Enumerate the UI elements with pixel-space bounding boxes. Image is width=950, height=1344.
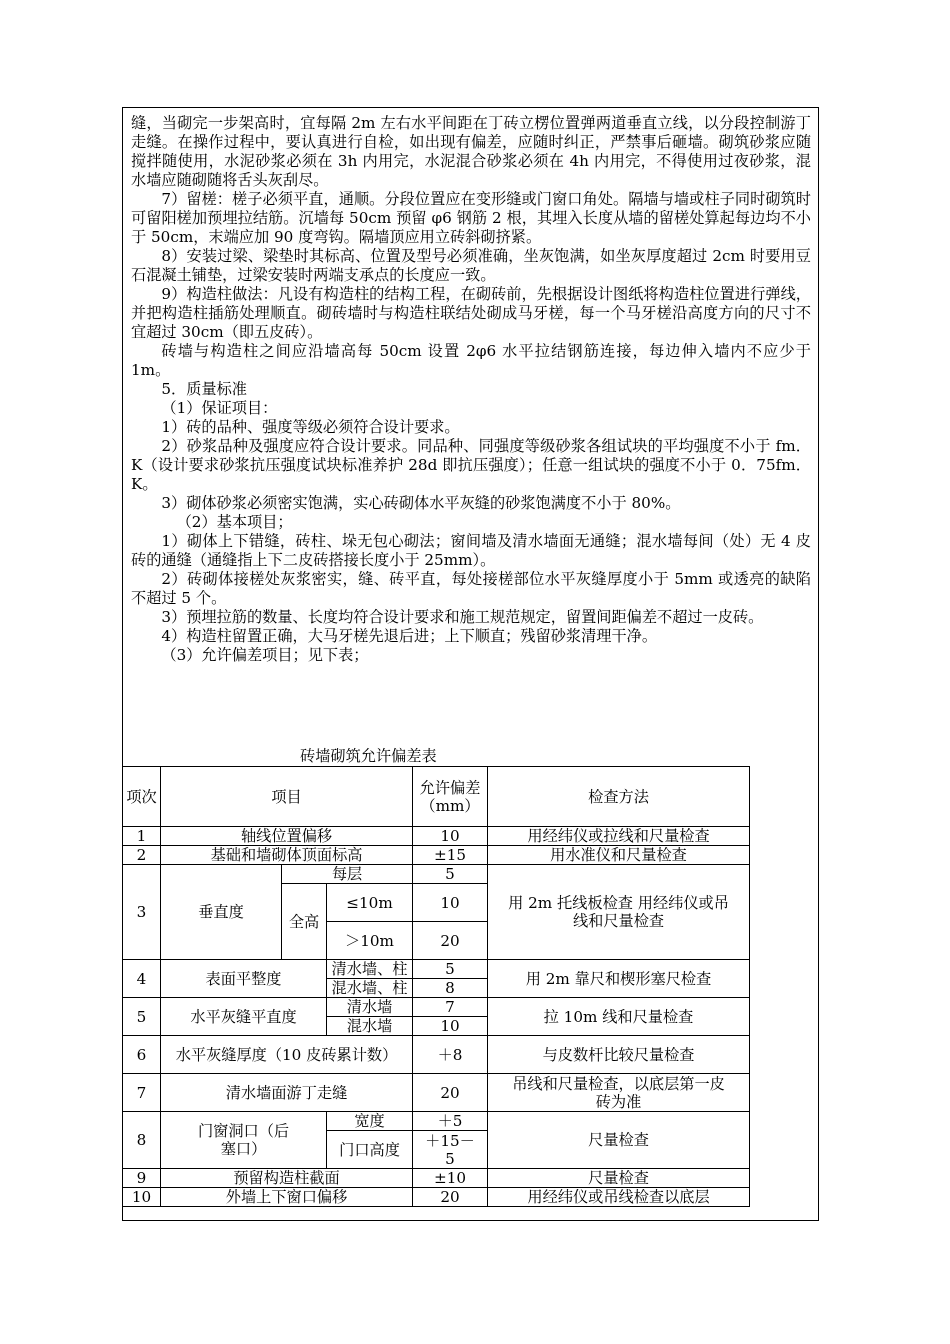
cell-allow: 7 — [413, 998, 488, 1017]
table-row — [123, 1112, 750, 1131]
cell-no: 4 — [123, 960, 161, 998]
cell-no: 10 — [123, 1188, 161, 1207]
cell-method: 用经纬仪或拉线和尺量检查 — [488, 827, 750, 846]
cell-allow: 20 — [413, 922, 488, 960]
subsection-heading: （2）基本项目； — [176, 513, 293, 531]
paragraph: 2）砖砌体接槎处灰浆密实，缝、砖平直，每处接槎部位水平灰缝厚度小于 5mm 或透亮的缺陷不超过 5 个。 — [131, 570, 811, 607]
cell-allow: 10 — [413, 884, 488, 922]
cell-item: 轴线位置偏移 — [161, 827, 413, 846]
paragraph: （3）允许偏差项目；见下表； — [161, 646, 369, 664]
cell-no: 7 — [123, 1074, 161, 1112]
cell-subitem: 宽度 — [327, 1112, 413, 1131]
header-no: 项次 — [123, 767, 161, 827]
cell-method: 用 2m 托线板检查 用经纬仪或吊线和尺量检查 — [488, 865, 750, 960]
table-row — [123, 960, 750, 979]
cell-allow: 10 — [413, 827, 488, 846]
cell-method: 用水准仪和尺量检查 — [488, 846, 750, 865]
table-caption: 砖墙砌筑允许偏差表 — [300, 747, 437, 765]
paragraph: 3）砌体砂浆必须密实饱满，实心砖砌体水平灰缝的砂浆饱满度不小于 80%。 — [161, 494, 681, 512]
cell-subitem: 全高 — [282, 884, 327, 960]
cell-allow: 20 — [413, 1188, 488, 1207]
cell-subitem: 混水墙 — [327, 1017, 413, 1036]
body-text — [131, 114, 811, 665]
cell-no: 5 — [123, 998, 161, 1036]
table-row — [123, 1188, 750, 1207]
paragraph: 7）留槎：槎子必须平直，通顺。分段位置应在变形缝或门窗口角处。隔墙与墙或柱子同时砌筑时可留阳槎加预埋拉结筋。沉墙每 50cm 预留 φ6 钢筋 2 根，其埋入长度从墙的留槎处算起每边均不小于 50cm，末端应加 90 度弯钩。隔墙顶应用立砖斜砌挤紧。 — [131, 190, 811, 246]
cell-item: 预留构造柱截面 — [161, 1169, 413, 1188]
paragraph: 2）砂浆品种及强度应符合设计要求。同品种、同强度等级砂浆各组试块的平均强度不小于 fm．K（设计要求砂浆抗压强度试块标准养护 28d 即抗压强度）；任意一组试块的强度不小于 0．75fm．K。 — [131, 437, 811, 493]
cell-no: 9 — [123, 1169, 161, 1188]
table-row — [123, 846, 750, 865]
paragraph: 9）构造柱做法：凡设有构造柱的结构工程，在砌砖前，先根据设计图纸将构造柱位置进行弹线，并把构造柱插筋处理顺直。砌砖墙时与构造柱联结处砌成马牙槎，每一个马牙槎沿高度方向的尺寸不宜超过 30cm（即五皮砖）。 — [131, 285, 811, 341]
cell-no: 6 — [123, 1036, 161, 1074]
cell-item: 基础和墙砌体顶面标高 — [161, 846, 413, 865]
cell-allow: ±10 — [413, 1169, 488, 1188]
deviation-table — [122, 766, 750, 1207]
cell-item: 水平灰缝厚度（10 皮砖累计数） — [161, 1036, 413, 1074]
table-row — [123, 1036, 750, 1074]
cell-method: 用 2m 靠尺和楔形塞尺检查 — [488, 960, 750, 998]
cell-no: 3 — [123, 865, 161, 960]
cell-subitem: 每层 — [282, 865, 413, 884]
paragraph: 砖墙与构造柱之间应沿墙高每 50cm 设置 2φ6 水平拉结钢筋连接，每边伸入墙内不应少于 1m。 — [131, 342, 811, 379]
cell-no: 1 — [123, 827, 161, 846]
paragraph: 8）安装过梁、梁垫时其标高、位置及型号必须准确，坐灰饱满，如坐灰厚度超过 2cm 时要用豆石混凝土铺垫，过梁安装时两端支承点的长度应一致。 — [131, 247, 811, 284]
cell-method: 吊线和尺量检查，以底层第一皮砖为准 — [488, 1074, 750, 1112]
cell-item: 门窗洞口（后塞口） — [161, 1112, 327, 1169]
cell-method: 拉 10m 线和尺量检查 — [488, 998, 750, 1036]
cell-item: 表面平整度 — [161, 960, 327, 998]
cell-allow: ＋15－5 — [413, 1131, 488, 1169]
cell-no: 2 — [123, 846, 161, 865]
cell-subitem: ＞10m — [327, 922, 413, 960]
section-heading: 5．质量标准 — [161, 380, 247, 398]
table-row — [123, 1074, 750, 1112]
paragraph: 缝，当砌完一步架高时，宜每隔 2m 左右水平间距在丁砖立楞位置弹两道垂直立线，以分段控制游丁走缝。在操作过程中，要认真进行自检，如出现有偏差，应随时纠正，严禁事后砸墙。砌筑砂浆应随搅拌随使用，水泥砂浆必须在 3h 内用完，水泥混合砂浆必须在 4h 内用完，不得使用过夜砂浆，混水墙应随砌随将舌头灰刮尽。 — [131, 114, 811, 189]
cell-subitem: ≤10m — [327, 884, 413, 922]
table-header-row — [123, 767, 750, 827]
cell-subitem: 清水墙、柱 — [327, 960, 413, 979]
cell-method: 尺量检查 — [488, 1169, 750, 1188]
cell-allow: 20 — [413, 1074, 488, 1112]
cell-method: 尺量检查 — [488, 1112, 750, 1169]
cell-item: 外墙上下窗口偏移 — [161, 1188, 413, 1207]
cell-allow: 10 — [413, 1017, 488, 1036]
cell-method: 用经纬仪或吊线检查以底层 — [488, 1188, 750, 1207]
header-item: 项目 — [161, 767, 413, 827]
paragraph: 4）构造柱留置正确，大马牙槎先退后进；上下顺直；残留砂浆清理干净。 — [161, 627, 658, 645]
cell-subitem: 混水墙、柱 — [327, 979, 413, 998]
cell-item: 清水墙面游丁走缝 — [161, 1074, 413, 1112]
table-row — [123, 998, 750, 1017]
subsection-heading: （1）保证项目： — [161, 399, 278, 417]
cell-item: 水平灰缝平直度 — [161, 998, 327, 1036]
cell-subitem: 清水墙 — [327, 998, 413, 1017]
cell-allow: 5 — [413, 865, 488, 884]
header-method: 检查方法 — [488, 767, 750, 827]
cell-allow: ±15 — [413, 846, 488, 865]
table-row — [123, 827, 750, 846]
cell-allow: 8 — [413, 979, 488, 998]
cell-allow: ＋5 — [413, 1112, 488, 1131]
cell-subitem: 门口高度 — [327, 1131, 413, 1169]
table-row — [123, 865, 750, 884]
cell-allow: ＋8 — [413, 1036, 488, 1074]
cell-item: 垂直度 — [161, 865, 282, 960]
table-row — [123, 1169, 750, 1188]
cell-method: 与皮数杆比较尺量检查 — [488, 1036, 750, 1074]
header-allow: 允许偏差（mm） — [413, 767, 488, 827]
paragraph: 1）砌体上下错缝，砖柱、垛无包心砌法；窗间墙及清水墙面无通缝；混水墙每间（处）无 4 皮砖的通缝（通缝指上下二皮砖搭接长度小于 25mm）。 — [131, 532, 811, 569]
cell-no: 8 — [123, 1112, 161, 1169]
paragraph: 1）砖的品种、强度等级必须符合设计要求。 — [161, 418, 460, 436]
paragraph: 3）预埋拉筋的数量、长度均符合设计要求和施工规范规定，留置间距偏差不超过一皮砖。 — [161, 608, 764, 626]
cell-allow: 5 — [413, 960, 488, 979]
